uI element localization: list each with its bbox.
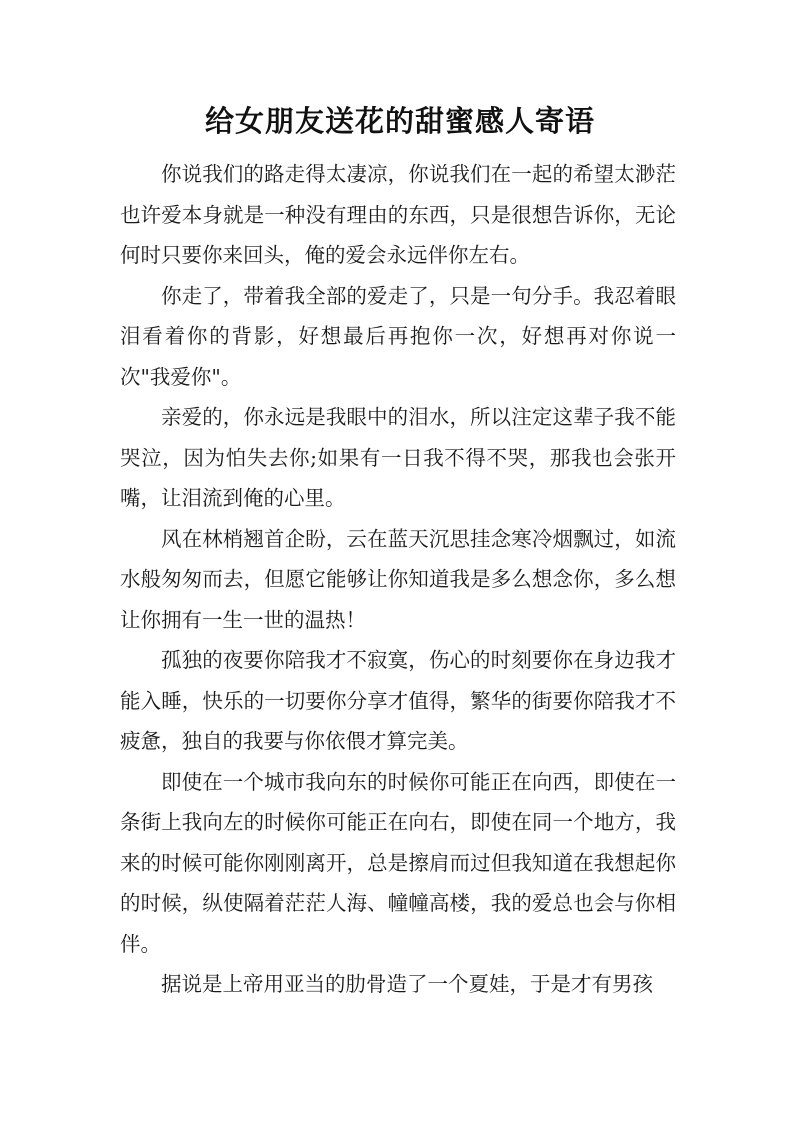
document-body [120,154,676,1005]
paragraph: 你走了，带着我全部的爱走了，只是一句分手。我忍着眼泪看着你的背影，好想最后再抱你一次，好想再对你说一次"我爱你"。 [120,283,676,389]
paragraph: 你说我们的路走得太凄凉，你说我们在一起的希望太渺茫也许爱本身就是一种没有理由的东西，只是很想告诉你，无论何时只要你来回头，俺的爱会永远伴你左右。 [120,162,676,267]
paragraph: 亲爱的，你永远是我眼中的泪水，所以注定这辈子我不能哭泣，因为怕失去你;如果有一日我不得不哭，那我也会张开嘴，让泪流到俺的心里。 [120,405,676,510]
paragraph: 风在林梢翘首企盼，云在蓝天沉思挂念寒冷烟飘过，如流水般匆匆而去，但愿它能够让你知道我是多么想念你，多么想让你拥有一生一世的温热！ [120,526,676,632]
paragraph: 孤独的夜要你陪我才不寂寞，伤心的时刻要你在身边我才能入睡，快乐的一切要你分享才值得，繁华的街要你陪我才不疲惫，独自的我要与你依偎才算完美。 [120,648,676,753]
paragraph: 即使在一个城市我向东的时候你可能正在向西，即使在一条街上我向左的时候你可能正在向右，即使在同一个地方，我来的时候可能你刚刚离开，总是擦肩而过但我知道在我想起你的时候，纵使隔着茫茫人海、幢幢高楼，我的爱总也会与你相伴。 [120,769,676,956]
paragraph: 据说是上帝用亚当的肋骨造了一个夏娃，于是才有男孩 [161,972,653,996]
document-title: 给女朋友送花的甜蜜感人寄语 [204,104,595,138]
